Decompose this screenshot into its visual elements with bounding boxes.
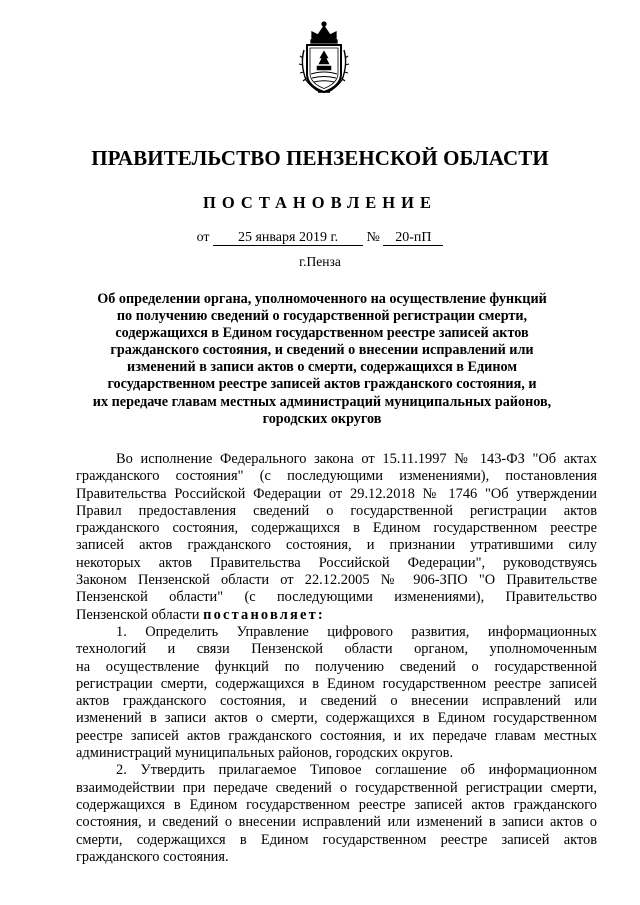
- body-line: состояния, и сведений о внесении исправлений или изменений в записи актов о: [76, 814, 597, 831]
- item-2-paragraph: [76, 762, 597, 866]
- subject-line: изменений в записи актов о смерти, содержащихся в Едином: [127, 359, 517, 376]
- organization-title: ПРАВИТЕЛЬСТВО ПЕНЗЕНСКОЙ ОБЛАСТИ: [91, 146, 549, 170]
- body-line: Правительства Российской Федерации от 29.12.2018 № 1746 "Об утверждении: [76, 485, 597, 502]
- subject-line: Об определении органа, уполномоченного на осуществление функций: [97, 291, 547, 307]
- body-line: технологий и связи Пензенской области органом, уполномоченным: [76, 641, 597, 658]
- body-line: регистрации смерти, содержащихся в Едином государственном реестре записей: [76, 675, 597, 692]
- date-prefix: от: [196, 230, 210, 245]
- subject-line: гражданского состояния, и сведений о внесении исправлений или: [110, 342, 534, 359]
- issue-city: г.Пенза: [299, 254, 341, 269]
- document-type-heading: ПОСТАНОВЛЕНИЕ: [203, 193, 437, 212]
- body-line: реестре записей актов гражданского состояния, и их передаче главам местных: [76, 727, 597, 744]
- subject-line: содержащихся в Едином государственном реестре записей актов: [115, 325, 529, 342]
- document-subject: [82, 291, 562, 428]
- document-body: [76, 451, 597, 866]
- body-line: изменений в записи актов о смерти, содержащихся в Едином государственном: [76, 710, 597, 727]
- decree-word: постановляет:: [203, 606, 325, 623]
- body-line: на осуществление функций по получению сведений о государственной: [76, 658, 597, 675]
- subject-line: государственном реестре записей актов гражданского состояния, и: [107, 376, 537, 393]
- document-number: 20-пП: [383, 230, 443, 246]
- body-line: Законом Пензенской области от 22.12.2005 № 906-ЗПО "О Правительстве: [76, 572, 597, 589]
- body-line-decree: [76, 607, 597, 624]
- body-line: Во исполнение Федерального закона от 15.11.1997 № 143-ФЗ "Об актах: [116, 451, 597, 467]
- body-line: гражданского состояния" (с последующими изменениями), постановления: [76, 468, 597, 485]
- item-1-paragraph: [76, 624, 597, 762]
- body-line: смерти, содержащихся в Едином государственном реестре записей актов: [76, 831, 597, 848]
- body-line: Пензенской области: [76, 606, 200, 623]
- body-line: гражданского состояния, содержащихся в Едином государственном реестре: [76, 520, 597, 537]
- document-date: 25 января 2019 г.: [213, 230, 363, 246]
- number-prefix: №: [366, 230, 380, 245]
- preamble-paragraph: [76, 451, 597, 624]
- body-line: гражданского состояния.: [76, 848, 229, 865]
- subject-line: по получению сведений о государственной регистрации смерти,: [116, 308, 528, 325]
- body-line: актов гражданского состояния, и сведений о внесении исправлений или: [76, 693, 597, 710]
- body-line: 2. Утвердить прилагаемое Типовое соглашение об информационном: [116, 762, 597, 779]
- body-line: 1. Определить Управление цифрового развития, информационных: [116, 623, 597, 640]
- body-line: взаимодействии при передаче сведений о государственной регистрации смерти,: [76, 779, 597, 796]
- body-line: содержащихся в Едином государственном реестре записей актов гражданского: [76, 796, 597, 813]
- body-line: некоторых актов Правительства Российской Федерации", руководствуясь: [76, 554, 597, 571]
- coat-of-arms-emblem: [298, 20, 350, 96]
- body-line: Правил предоставления сведений о государственной регистрации актов: [76, 502, 597, 519]
- body-line: Пензенской области" (с последующими изменениями), Правительство: [76, 589, 597, 606]
- date-number-line: [0, 230, 640, 246]
- body-line: записей актов гражданского состояния, и признании утратившими силу: [76, 537, 597, 554]
- body-line: администраций муниципальных районов, городских округов.: [76, 745, 454, 762]
- subject-line: их передаче главам местных администраций муниципальных районов,: [92, 393, 552, 410]
- subject-line: городских округов: [262, 410, 382, 427]
